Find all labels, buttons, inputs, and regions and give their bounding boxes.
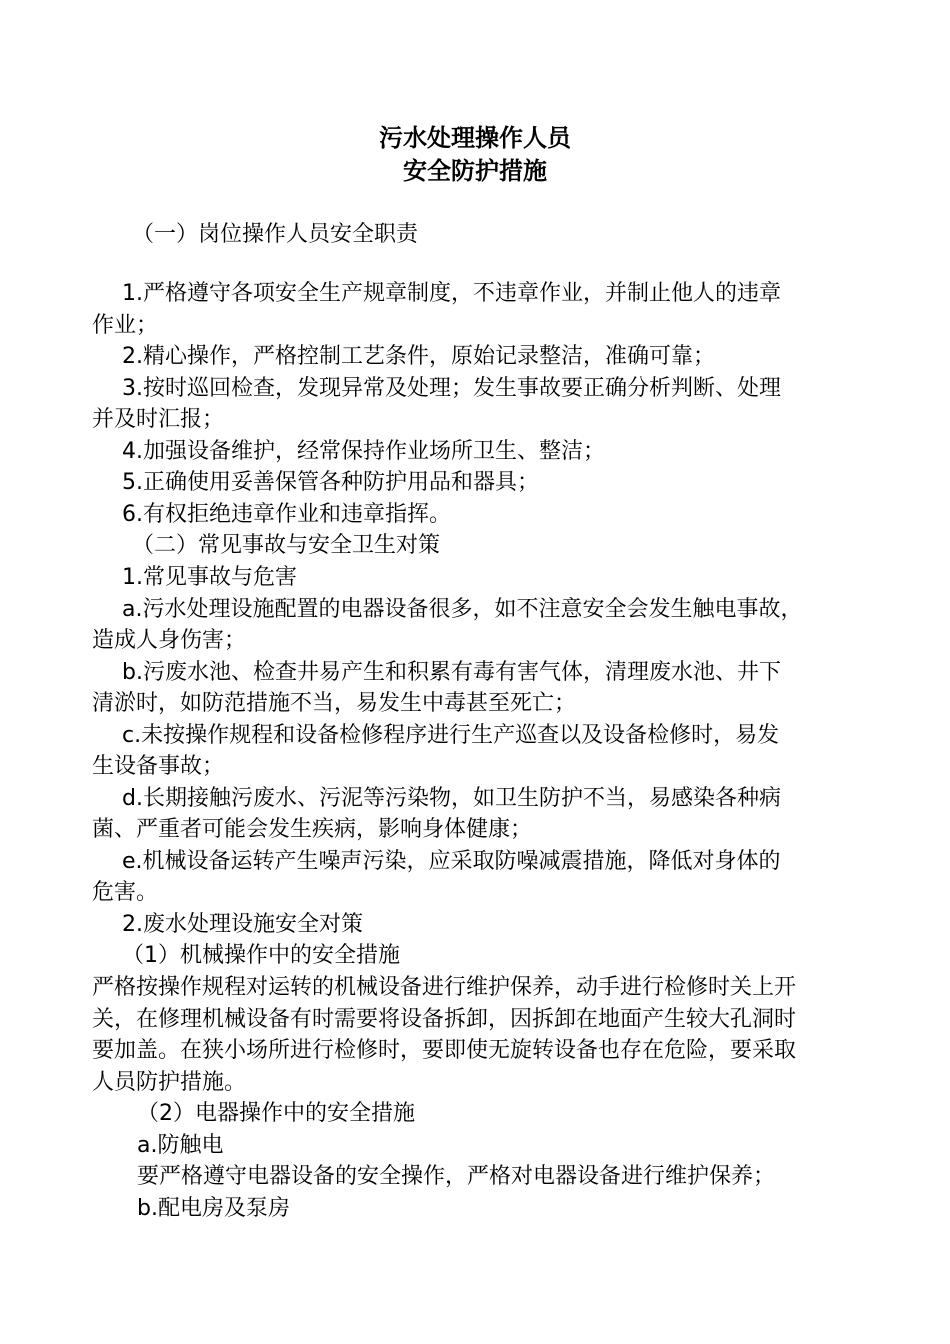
paragraph-line: 6.有权拒绝违章作业和违章指挥。: [122, 502, 451, 527]
paragraph-line: 3.按时巡回检查，发现异常及处理；发生事故要正确分析判断、处理: [122, 376, 781, 401]
paragraph-line: 2.精心操作，严格控制工艺条件，原始记录整洁，准确可靠；: [122, 344, 715, 369]
paragraph-line: 作业；: [92, 313, 159, 338]
paragraph-line: b.污废水池、检查井易产生和积累有毒有害气体，清理废水池、井下: [122, 660, 781, 685]
paragraph-line: 菌、严重者可能会发生疾病，影响身体健康；: [92, 817, 533, 842]
paragraph-line: d.长期接触污废水、污泥等污染物，如卫生防护不当，易感染各种病: [122, 786, 781, 811]
paragraph-line: 4.加强设备维护，经常保持作业场所卫生、整洁；: [122, 439, 605, 464]
subsection-heading: 2.废水处理设施安全对策: [122, 912, 363, 937]
section-heading: （一）岗位操作人员安全职责: [132, 222, 419, 247]
paragraph-line: 关，在修理机械设备有时需要将设备拆卸，因拆卸在地面产生较大孔洞时: [92, 1007, 797, 1032]
document-subtitle: 安全防护措施: [403, 157, 547, 185]
paragraph-line: 要加盖。在狭小场所进行检修时，要即使无旋转设备也存在危险，要采取: [92, 1038, 797, 1063]
paragraph-line: 严格按操作规程对运转的机械设备进行维护保养，动手进行检修时关上开: [92, 975, 797, 1000]
subsection-heading: 1.常见事故与危害: [122, 565, 297, 590]
paragraph-line: 要严格遵守电器设备的安全操作，严格对电器设备进行维护保养；: [137, 1164, 776, 1189]
document-title: 污水处理操作人员: [379, 124, 571, 152]
subsection-heading: （1）机械操作中的安全措施: [122, 943, 400, 968]
paragraph-line: b.配电房及泵房: [137, 1196, 290, 1221]
paragraph-line: 生设备事故；: [92, 754, 225, 779]
paragraph-line: 1.严格遵守各项安全生产规章制度，不违章作业，并制止他人的违章: [122, 281, 781, 306]
paragraph-line: c.未按操作规程和设备检修程序进行生产巡查以及设备检修时，易发: [122, 723, 780, 748]
section-heading: （二）常见事故与安全卫生对策: [132, 533, 441, 558]
subsection-heading: （2）电器操作中的安全措施: [137, 1101, 415, 1126]
paragraph-line: 5.正确使用妥善保管各种防护用品和器具；: [122, 470, 539, 495]
paragraph-line: 人员防护措施。: [92, 1070, 247, 1095]
paragraph-line: 并及时汇报；: [92, 407, 225, 432]
paragraph-line: 危害。: [92, 880, 159, 905]
paragraph-line: 清淤时，如防范措施不当，易发生中毒甚至死亡；: [92, 691, 577, 716]
paragraph-line: 造成人身伤害；: [92, 628, 247, 653]
paragraph-line: e.机械设备运转产生噪声污染，应采取防噪减震措施，降低对身体的: [122, 849, 781, 874]
paragraph-line: a.防触电: [137, 1133, 224, 1158]
paragraph-line: a.污水处理设施配置的电器设备很多，如不注意安全会发生触电事故，: [122, 597, 803, 622]
